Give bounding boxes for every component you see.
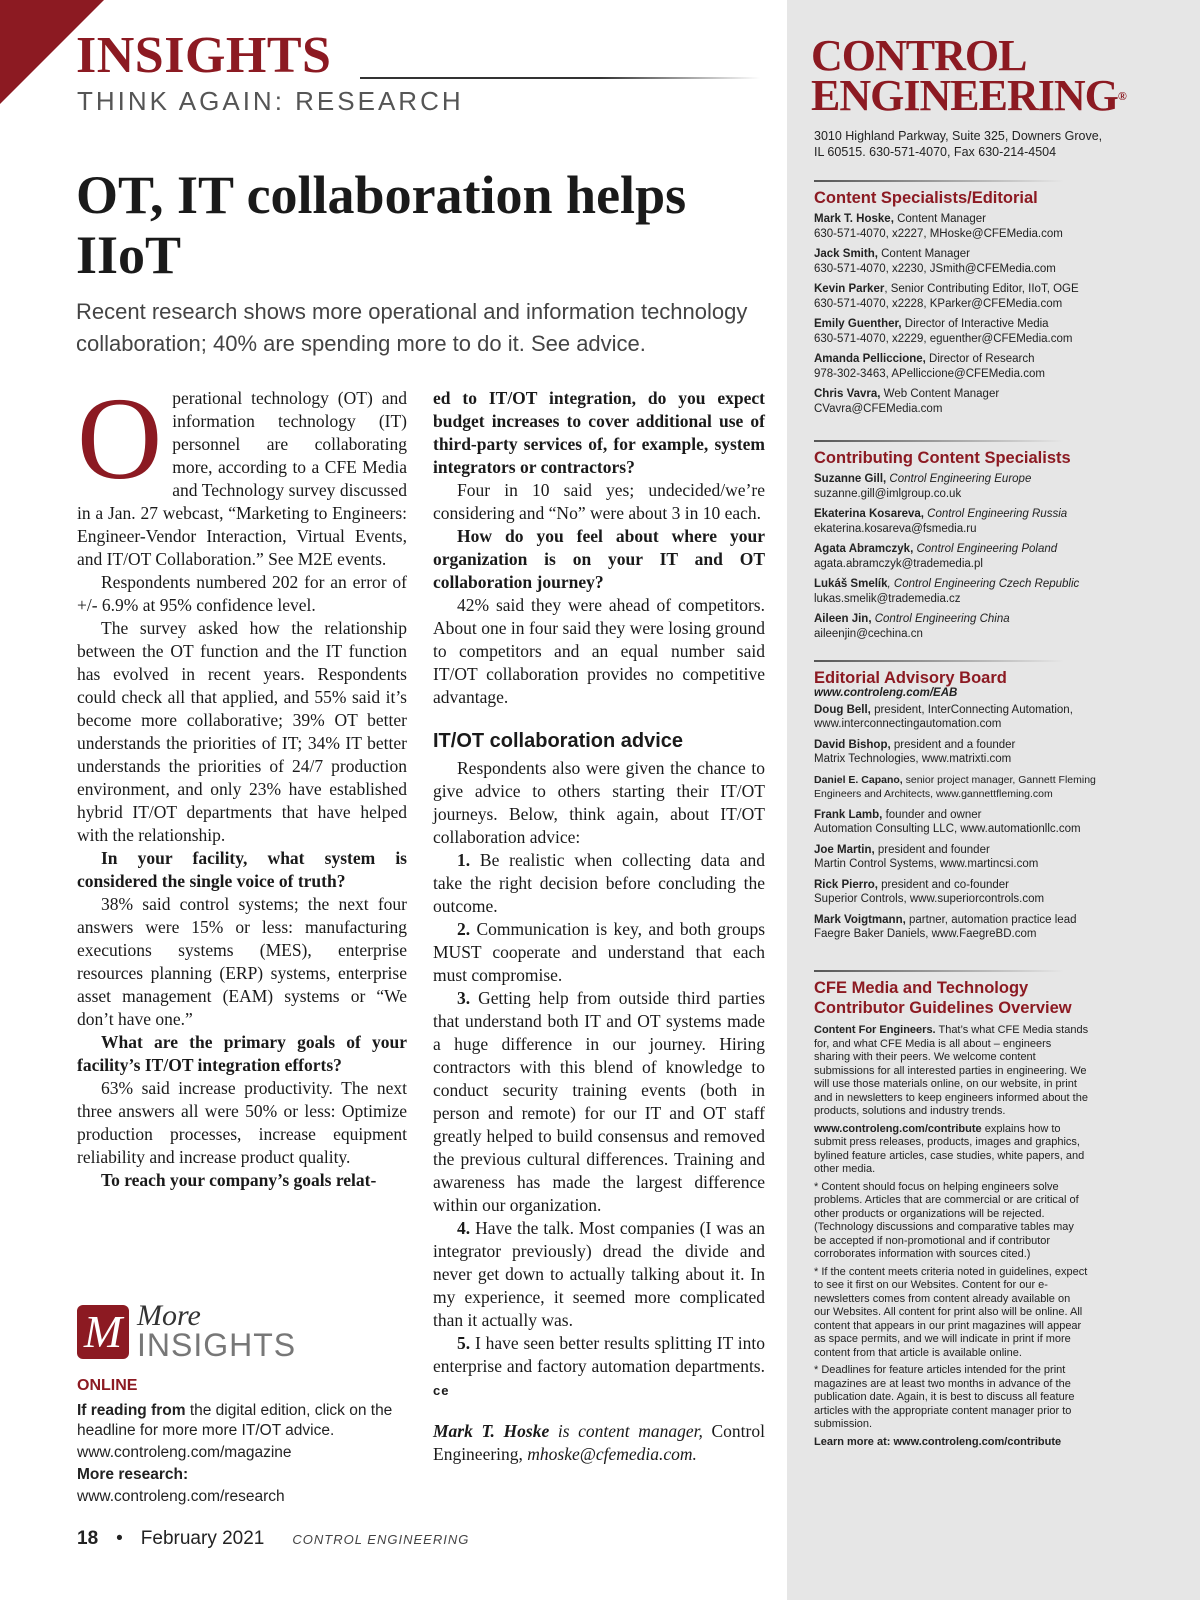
- contributor-entry: Lukáš Smelík, Control Engineering Czech Republic lukas.smelik@trademedia.cz: [814, 578, 1080, 605]
- advisor-entry: Mark Voigtmann, partner, automation practice lead Faegre Baker Daniels, www.FaegreBD.com: [814, 913, 1077, 940]
- reading-note-text: the digital edition, click on the headline for more more IT/OT advice.: [77, 1402, 393, 1439]
- publisher-address: 3010 Highland Parkway, Suite 325, Downers Grove, IL 60515. 630-571-4070, Fax 630-214-4504: [814, 129, 1103, 159]
- advisor-entry: Doug Bell, president, InterConnecting Automation, www.interconnectingautomation.com: [814, 703, 1073, 730]
- control-engineering-logo: [811, 31, 1126, 120]
- advice-text: Communication is key, and both groups MUST cooperate and understand that each must compromise.: [433, 919, 766, 985]
- article-column-2: [433, 387, 765, 1466]
- paragraph: Respondents numbered 202 for an error of +/- 6.9% at 95% confidence level.: [77, 572, 407, 615]
- lead-paragraph: perational technology (OT) and information technology (IT) personnel are collaborating more, according to a CFE Media and Technology survey discussed in a Jan. 27 webcast, “Marketing to Engineers: Engineer-Vendor Interaction, Virtual Events, and IT/OT Collaboration.” See M2E events.: [77, 388, 407, 569]
- issue-date: February 2021: [140, 1528, 265, 1549]
- staff-entry: Chris Vavra, Web Content Manager CVavra@CFEMedia.com: [814, 388, 1000, 415]
- section-rule: [814, 180, 1064, 182]
- article-title[interactable]: OT, IT collaboration helps IIoT: [76, 165, 687, 285]
- author-role: is content manager,: [549, 1421, 712, 1441]
- logo-line-1: CONTROL: [811, 31, 1027, 80]
- reading-note: [77, 1401, 417, 1441]
- research-link[interactable]: www.controleng.com/research: [77, 1488, 285, 1505]
- guidelines-paragraph: * Content should focus on helping engineers solve problems. Articles that are commercial or are critical of other products or organizations will be rejected. (Technology discussions and comparative tables may be accepted if non-promotional and if contributor corroborates information with sources cited.): [814, 1180, 1079, 1260]
- research-label: More research:: [77, 1466, 189, 1483]
- staff-entry: Mark T. Hoske, Content Manager 630-571-4070, x2227, MHoske@CFEMedia.com: [814, 213, 1063, 240]
- survey-answer: Four in 10 said yes; undecided/we’re considering and “No” were about 3 in 10 each.: [433, 480, 765, 523]
- magazine-name: CONTROL ENGINEERING: [292, 1532, 470, 1547]
- advice-item: [433, 918, 765, 987]
- author-name: Mark T. Hoske: [433, 1421, 550, 1441]
- author-separator: ,: [518, 1444, 528, 1464]
- advice-text: Have the talk. Most companies (I was an integrator previously) dread the divide and never get down to actually talking about it. In my experience, it seemed more complicated than it actually was.: [433, 1218, 765, 1330]
- section-rule: [814, 440, 1064, 442]
- section-heading: INSIGHTS: [76, 27, 332, 84]
- contributing-section: [814, 448, 1184, 647]
- paragraph: The survey asked how the relationship between the OT function and the IT function has evolved in recent years. Respondents could check all that applied, and 55% said it’s become more collaborative; 39% OT better understands the priorities of IT; 34% IT better understands the priorities of 24/7 production environment, and only 23% have established hybrid IT/OT departments that have helped with the relationship.: [77, 618, 407, 845]
- author-bio: [433, 1420, 765, 1466]
- advisory-title: Editorial Advisory Board: [814, 669, 1007, 687]
- survey-answer: 38% said control systems; the next four answers were 15% or less: manufacturing executions systems (MES), enterprise resources planning (ERP) systems, enterprise asset management (EAM) systems or “We don’t have one.”: [77, 894, 407, 1029]
- survey-question: What are the primary goals of your facility’s IT/OT integration efforts?: [77, 1032, 407, 1075]
- advice-text: Be realistic when collecting data and take the right decision before concluding the outcome.: [433, 850, 766, 916]
- more-insights-logo: M: [77, 1305, 129, 1359]
- survey-question: How do you feel about where your organization is on your IT and OT collaboration journey?: [433, 526, 765, 592]
- guidelines-section: [814, 978, 1089, 1453]
- advisor-entry: Rick Pierro, president and co-founder Superior Controls, www.superiorcontrols.com: [814, 878, 1045, 905]
- advisor-entry: David Bishop, president and a founder Matrix Technologies, www.matrixti.com: [814, 738, 1016, 765]
- staff-entry: Kevin Parker, Senior Contributing Editor, IIoT, OGE 630-571-4070, x2228, KParker@CFEMedia.com: [814, 283, 1079, 310]
- survey-question-continuation: ed to IT/OT integration, do you expect budget increases to cover additional use of third-party services of, for example, system integrators or contractors?: [433, 388, 765, 477]
- advice-item: [433, 987, 765, 1217]
- article-column-1: [77, 373, 407, 1192]
- guidelines-paragraph: www.controleng.com/contribute explains how to submit press releases, products, images and graphics, bylined feature articles, case studies, white papers, and other media.: [814, 1122, 1085, 1175]
- advice-number: 5.: [457, 1333, 471, 1353]
- advisory-section: [814, 668, 1184, 948]
- editorial-section: [814, 188, 1184, 422]
- staff-entry: Emily Guenther, Director of Interactive Media 630-571-4070, x2229, eguenther@CFEMedia.com: [814, 318, 1073, 345]
- advisor-entry: Daniel E. Capano, senior project manager, Gannett Fleming Engineers and Architects, www.gannettfleming.com: [814, 773, 1096, 800]
- page-number: 18: [77, 1528, 99, 1549]
- heading-rule: [360, 77, 760, 79]
- logo-line-2: ENGINEERING®: [811, 71, 1126, 120]
- insights-label: INSIGHTS: [137, 1327, 297, 1363]
- author-email[interactable]: mhoske@cfemedia.com.: [527, 1444, 697, 1464]
- advice-number: 1.: [457, 850, 471, 870]
- advice-intro: Respondents also were given the chance to give advice to others starting their IT/OT journeys. Below, think again, about IT/OT collaboration advice:: [433, 758, 765, 847]
- author-publication: Control Engineering: [433, 1421, 765, 1464]
- survey-question: In your facility, what system is considered the single voice of truth?: [77, 848, 407, 891]
- survey-answer: 42% said they were ahead of competitors. About one in four said they were losing ground to competitors and an equal number said IT/OT collaboration provides no competitive advantage.: [433, 595, 765, 707]
- survey-question-continued: To reach your company’s goals relat-: [101, 1170, 377, 1190]
- contributor-entry: Agata Abramczyk, Control Engineering Poland agata.abramczyk@trademedia.pl: [814, 543, 1058, 570]
- page-footer: [77, 1528, 469, 1550]
- advice-number: 2.: [457, 919, 471, 939]
- survey-answer: 63% said increase productivity. The next three answers all were 50% or less: Optimize production processes, increase equipment reliability and increase product quality.: [77, 1078, 407, 1167]
- learn-more-link[interactable]: Learn more at: www.controleng.com/contribute: [814, 1435, 1062, 1448]
- section-rule: [814, 970, 1064, 972]
- guidelines-paragraph: Content For Engineers. That’s what CFE Media stands for, and what CFE Media is all about – engineers sharing with their peers. We welcome content submissions for all interested parties in engineering. We will use those materials online, on our website, in print and in newsletters to keep engineers informed about the products, solutions and industry trends.: [814, 1024, 1089, 1117]
- advice-item: [433, 1217, 765, 1332]
- footer-bullet: •: [116, 1528, 123, 1549]
- section-subheading: THINK AGAIN: RESEARCH: [77, 86, 464, 116]
- guidelines-paragraph: * Deadlines for feature articles intended for the print magazines are at least two months in advance of the publication date. Again, it is best to discuss all feature articles with the appropriate content manager prior to submission.: [814, 1364, 1075, 1430]
- guidelines-paragraph: * If the content meets criteria noted in guidelines, expect to see it first on our Websites. Content for our e-newsletters comes from content already available on our Websites. All content for print also will be online. All content that appears in our print magazines will appear as space permits, and we will indicate in print if more content from that article is available online.: [814, 1265, 1088, 1359]
- masthead-sidebar: [787, 0, 1200, 1600]
- advice-item: [433, 1332, 765, 1402]
- advice-heading: IT/OT collaboration advice: [433, 730, 684, 752]
- guidelines-title: CFE Media and Technology Contributor Guidelines Overview: [814, 979, 1072, 1017]
- editorial-title: Content Specialists/Editorial: [814, 189, 1038, 207]
- advice-item: [433, 849, 765, 918]
- advisor-entry: Frank Lamb, founder and owner Automation Consulting LLC, www.automationllc.com: [814, 808, 1081, 835]
- end-mark: ce: [433, 1383, 450, 1398]
- advice-number: 4.: [457, 1218, 471, 1238]
- magazine-link[interactable]: www.controleng.com/magazine: [77, 1444, 292, 1461]
- staff-entry: Jack Smith, Content Manager 630-571-4070, x2230, JSmith@CFEMedia.com: [814, 248, 1056, 275]
- staff-entry: Amanda Pelliccione, Director of Research 978-302-3463, APelliccione@CFEMedia.com: [814, 353, 1045, 380]
- article-dek: Recent research shows more operational and information technology collaboration; 40% are spending more to do it. See advice.: [76, 299, 748, 356]
- drop-cap: O: [77, 373, 163, 504]
- advice-text: Getting help from outside third parties that understand both IT and OT systems made a huge difference in our journey. Hiring contractors with this blend of knowledge to conduct security training events (both in person and remote) for our IT and OT staff greatly helped to build consensus and removed the previous cultural differences. Training and awareness has made the largest difference within our organization.: [433, 988, 766, 1215]
- contributor-entry: Suzanne Gill, Control Engineering Europe suzanne.gill@imlgroup.co.uk: [814, 473, 1032, 500]
- section-rule: [814, 660, 1064, 662]
- advisor-entry: Joe Martin, president and founder Martin Control Systems, www.martincsi.com: [814, 843, 1039, 870]
- advice-number: 3.: [457, 988, 471, 1008]
- more-insights-body: [77, 1401, 417, 1509]
- online-label: ONLINE: [77, 1377, 138, 1394]
- more-label: More: [137, 1299, 201, 1332]
- contributor-entry: Aileen Jin, Control Engineering China aileenjin@cechina.cn: [814, 613, 1010, 640]
- advisory-url[interactable]: www.controleng.com/EAB: [814, 687, 958, 699]
- contributing-title: Contributing Content Specialists: [814, 449, 1071, 467]
- contributor-entry: Ekaterina Kosareva, Control Engineering Russia ekaterina.kosareva@fsmedia.ru: [814, 508, 1068, 535]
- advice-text: I have seen better results splitting IT into enterprise and factory automation departments.: [433, 1333, 766, 1376]
- reading-note-bold: If reading from: [77, 1402, 186, 1419]
